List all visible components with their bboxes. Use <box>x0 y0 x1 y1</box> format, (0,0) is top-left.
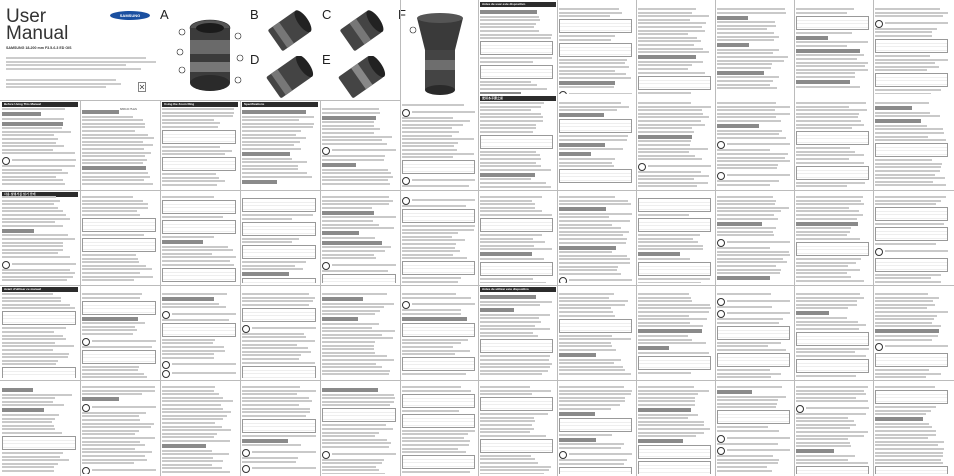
text-block <box>638 386 711 474</box>
figure-label-f: F <box>398 7 406 22</box>
section-heading-es: Antes de usar este dispositivo <box>480 2 556 7</box>
text-block <box>322 108 396 188</box>
text-block <box>2 293 76 378</box>
text-block <box>717 386 790 474</box>
text-block <box>402 386 475 474</box>
text-block <box>796 8 869 94</box>
figure-label-c: C <box>322 7 332 22</box>
manual-title <box>6 8 68 42</box>
text-block <box>717 102 790 188</box>
text-block <box>322 293 396 378</box>
samsung-logo: SAMSUNG <box>110 11 150 20</box>
model-list <box>6 57 156 71</box>
text-block <box>480 8 553 94</box>
text-block <box>242 386 316 474</box>
text-block <box>322 386 396 474</box>
text-block <box>638 293 711 378</box>
text-block <box>638 196 711 283</box>
text-block <box>402 293 475 378</box>
section-heading-en-zoom: Using the Zoom Ring <box>162 102 238 107</box>
text-block <box>480 196 553 283</box>
text-block <box>559 102 632 188</box>
text-block <box>242 108 316 188</box>
text-block <box>717 8 790 94</box>
lens-diagram-a-icon <box>170 10 250 105</box>
product-name: SAMSUNG 18-200 mm F3.5-6.3 ED OIS <box>6 46 72 50</box>
text-block <box>875 102 948 188</box>
figure-label-d: D <box>250 52 260 67</box>
figure-label-e: E <box>322 52 331 67</box>
section-heading-zh: 使用本手册之前 <box>480 96 556 101</box>
text-block <box>875 293 948 378</box>
title-line-1: User <box>6 6 47 27</box>
text-block <box>82 108 156 188</box>
text-block <box>162 108 236 188</box>
text-block <box>796 293 869 378</box>
text-block <box>2 196 76 283</box>
lens-diagram-d-icon <box>262 56 317 98</box>
text-block <box>875 8 948 94</box>
document-code: 6806-0175-EN <box>120 108 137 111</box>
lens-diagram-b-icon <box>262 10 317 52</box>
text-block <box>480 386 553 474</box>
text-block <box>2 386 76 474</box>
text-block <box>875 386 948 474</box>
recycle-icon <box>138 82 146 92</box>
title-line-2: Manual <box>6 23 69 44</box>
lens-diagram-c-icon <box>334 10 389 52</box>
text-block <box>796 386 869 474</box>
figure-label-a: A <box>160 7 169 22</box>
text-block <box>717 196 790 283</box>
text-block <box>559 293 632 378</box>
text-block <box>82 386 156 474</box>
text-block <box>559 8 632 94</box>
text-block <box>82 293 156 378</box>
text-block <box>82 196 156 283</box>
text-block <box>2 108 76 188</box>
text-block <box>402 104 475 188</box>
lens-hood-diagram-icon <box>405 10 475 105</box>
section-heading-ko: 사용 설명서를 읽기 전에 <box>2 192 78 197</box>
text-block <box>638 8 711 94</box>
text-block <box>242 293 316 378</box>
text-block <box>162 196 236 283</box>
text-block <box>480 293 553 378</box>
text-block <box>162 386 236 474</box>
cover-notice <box>6 79 126 90</box>
section-heading-pt: Antes de utilizar este dispositivo <box>480 287 556 292</box>
text-block <box>242 196 316 283</box>
text-block <box>717 293 790 378</box>
figure-label-b: B <box>250 7 259 22</box>
text-block <box>796 196 869 283</box>
text-block <box>638 102 711 188</box>
text-block <box>402 196 475 283</box>
text-block <box>480 102 553 188</box>
section-heading-en-specs: Specifications <box>242 102 318 107</box>
lens-diagram-e-icon <box>334 56 389 98</box>
text-block <box>322 196 396 283</box>
text-block <box>559 386 632 474</box>
text-block <box>796 102 869 188</box>
text-block <box>162 293 236 378</box>
text-block <box>559 196 632 283</box>
section-heading-en: Before Using This Manual <box>2 102 78 107</box>
section-heading-fr: Avant d'utiliser ce manuel <box>2 287 78 292</box>
text-block <box>875 196 948 283</box>
